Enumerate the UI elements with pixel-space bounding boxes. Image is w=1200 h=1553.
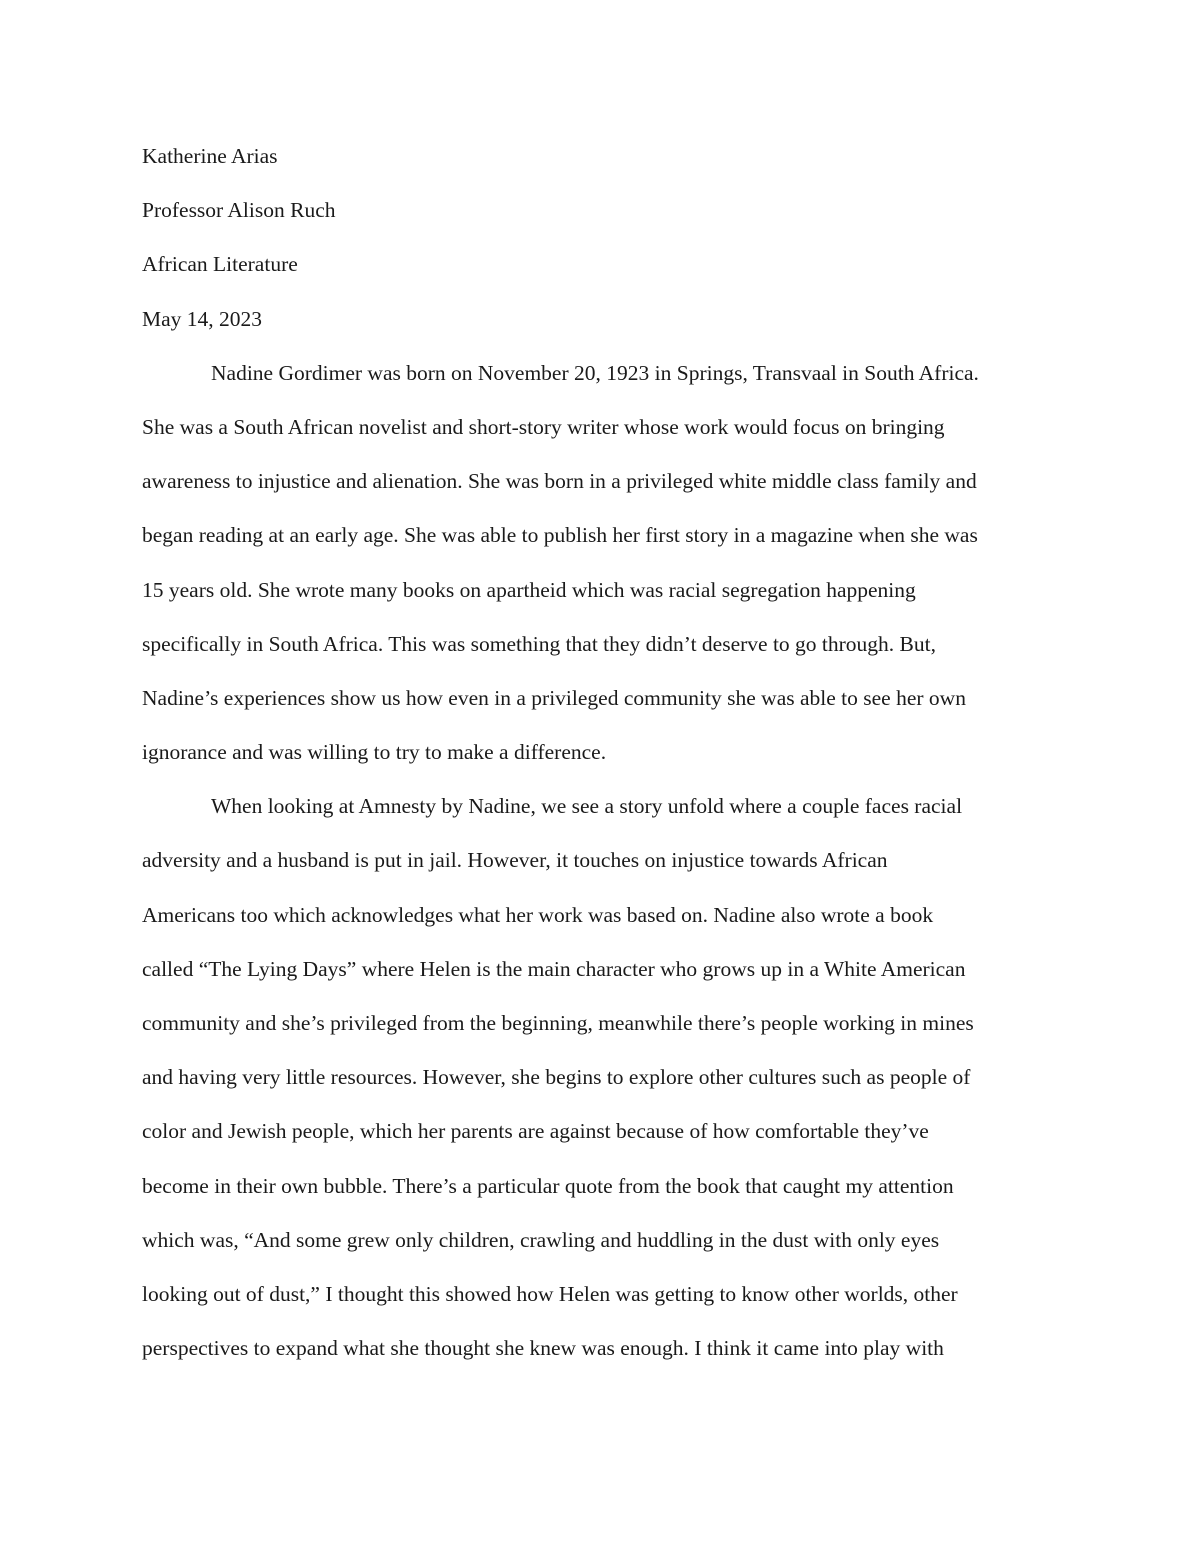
paragraph-2 (142, 790, 1062, 1386)
paragraph-line: looking out of dust,” I thought this showed how Helen was getting to know other worlds, other (142, 1281, 958, 1306)
paragraph-line: adversity and a husband is put in jail. However, it touches on injustice towards African (142, 848, 888, 873)
paragraph-1 (142, 357, 1062, 791)
paragraph-line: Americans too which acknowledges what her work was based on. Nadine also wrote a book (142, 902, 934, 927)
paragraph-line: ignorance and was willing to try to make a difference. (142, 740, 607, 765)
paragraph-line: which was, “And some grew only children, crawling and huddling in the dust with only eyes (142, 1227, 940, 1252)
document-body (142, 140, 1062, 1386)
paragraph-line: When looking at Amnesty by Nadine, we see a story unfold where a couple faces racial (211, 794, 963, 819)
paragraph-line: awareness to injustice and alienation. She was born in a privileged white middle class family and (142, 469, 977, 494)
paragraph-line: called “The Lying Days” where Helen is the main character who grows up in a White American (142, 956, 966, 981)
paragraph-line: began reading at an early age. She was able to publish her first story in a magazine when she was (142, 523, 978, 548)
paragraph-line: become in their own bubble. There’s a particular quote from the book that caught my attention (142, 1173, 954, 1198)
author-name: Katherine Arias (142, 144, 278, 168)
document-date: May 14, 2023 (142, 306, 263, 331)
paragraph-line: specifically in South Africa. This was something that they didn’t deserve to go through. But, (142, 631, 936, 656)
paragraph-line: community and she’s privileged from the beginning, meanwhile there’s people working in mines (142, 1011, 974, 1035)
paragraph-line: Nadine’s experiences show us how even in a privileged community she was able to see her own (142, 685, 966, 710)
paragraph-line: 15 years old. She wrote many books on apartheid which was racial segregation happening (142, 577, 916, 602)
paragraph-line: perspectives to expand what she thought she knew was enough. I think it came into play with (142, 1336, 944, 1361)
course-name: African Literature (142, 252, 298, 277)
professor-name: Professor Alison Ruch (142, 198, 336, 223)
paragraph-line: color and Jewish people, which her parents are against because of how comfortable they’ve (142, 1119, 929, 1144)
paragraph-line: and having very little resources. However, she begins to explore other cultures such as people of (142, 1065, 971, 1090)
paragraph-line: She was a South African novelist and short-story writer whose work would focus on bringing (142, 414, 945, 439)
paragraph-line: Nadine Gordimer was born on November 20, 1923 in Springs, Transvaal in South Africa. (211, 360, 979, 385)
